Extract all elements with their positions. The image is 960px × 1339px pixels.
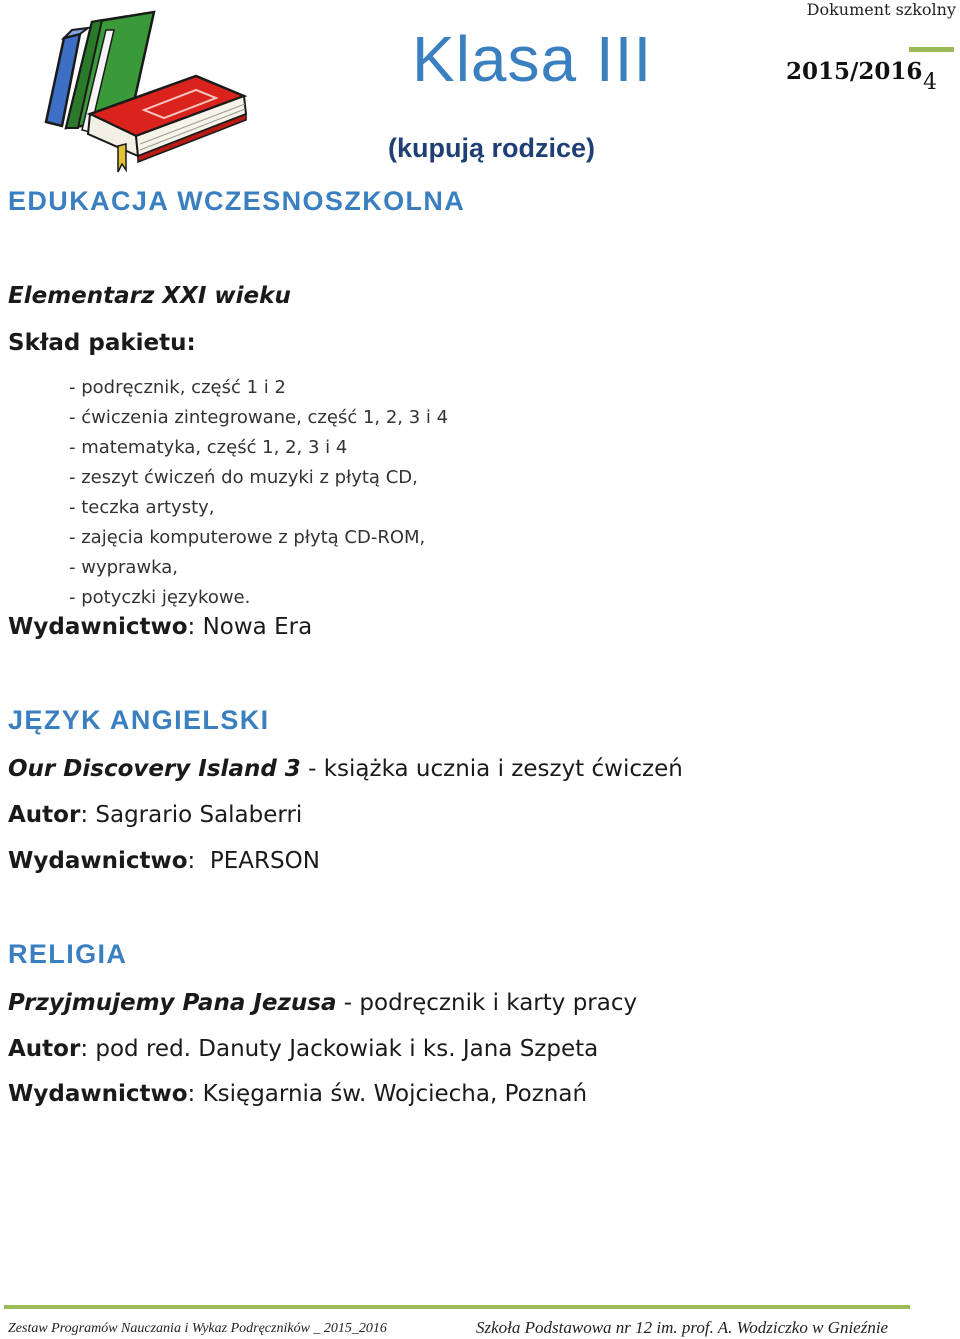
- author-line-english: Autor: Sagrario Salaberri: [8, 802, 303, 828]
- book-title: Our Discovery Island 3: [8, 756, 301, 782]
- list-item: - zajęcia komputerowe z płytą CD-ROM,: [69, 527, 426, 548]
- page-number: 4: [923, 70, 937, 95]
- book-title-elementarz: Elementarz XXI wieku: [8, 283, 291, 309]
- books-illustration: [26, 10, 252, 176]
- list-item: - matematyka, część 1, 2, 3 i 4: [69, 437, 348, 458]
- book-line-religion: [8, 990, 637, 1016]
- package-label: Skład pakietu:: [8, 330, 196, 356]
- publisher-line-early-education: Wydawnictwo: Nowa Era: [8, 614, 313, 640]
- publisher-value: Nowa Era: [202, 614, 313, 640]
- list-item: - zeszyt ćwiczeń do muzyki z płytą CD,: [69, 467, 418, 488]
- author-label: Autor: [8, 1036, 81, 1062]
- list-item: - potyczki językowe.: [69, 587, 251, 608]
- book-description: - książka ucznia i zeszyt ćwiczeń: [308, 756, 683, 782]
- list-item: - ćwiczenia zintegrowane, część 1, 2, 3 i 4: [69, 407, 449, 428]
- author-value: Sagrario Salaberri: [95, 802, 303, 828]
- section-heading-early-education: EDUKACJA WCZESNOSZKOLNA: [8, 186, 466, 216]
- footer-school-name: Szkoła Podstawowa nr 12 im. prof. A. Wodziczko w Gnieźnie: [476, 1318, 889, 1337]
- book-line-english: [8, 756, 683, 782]
- list-item: - podręcznik, część 1 i 2: [69, 377, 286, 398]
- list-item: - teczka artysty,: [69, 497, 215, 518]
- page-subtitle: (kupują rodzice): [388, 133, 596, 163]
- package-items-list: [69, 373, 448, 613]
- footer-document-title: Zestaw Programów Nauczania i Wykaz Podręczników _ 2015_2016: [8, 1321, 387, 1336]
- header-accent-bar: [909, 47, 954, 52]
- author-line-religion: Autor: pod red. Danuty Jackowiak i ks. Jana Szpeta: [8, 1036, 599, 1062]
- publisher-label: Wydawnictwo: [8, 1081, 188, 1107]
- school-year: 2015/2016: [786, 58, 923, 85]
- list-item: - wyprawka,: [69, 557, 179, 578]
- book-title: Przyjmujemy Pana Jezusa: [8, 990, 337, 1016]
- publisher-label: Wydawnictwo: [8, 848, 188, 874]
- footer-accent-bar: [4, 1305, 910, 1309]
- book-description: - podręcznik i karty pracy: [343, 990, 638, 1016]
- publisher-value: PEARSON: [209, 848, 320, 874]
- publisher-label: Wydawnictwo: [8, 614, 188, 640]
- author-value: pod red. Danuty Jackowiak i ks. Jana Szpeta: [95, 1036, 599, 1062]
- publisher-value: Księgarnia św. Wojciecha, Poznań: [202, 1081, 588, 1107]
- section-heading-religion: RELIGIA: [8, 939, 128, 969]
- author-label: Autor: [8, 802, 81, 828]
- document-type-label: Dokument szkolny: [806, 0, 956, 19]
- publisher-line-religion: Wydawnictwo: Księgarnia św. Wojciecha, Poznań: [8, 1081, 588, 1107]
- publisher-line-english: Wydawnictwo: PEARSON: [8, 848, 320, 874]
- section-heading-english: JĘZYK ANGIELSKI: [8, 705, 270, 735]
- class-title: Klasa III: [412, 23, 653, 95]
